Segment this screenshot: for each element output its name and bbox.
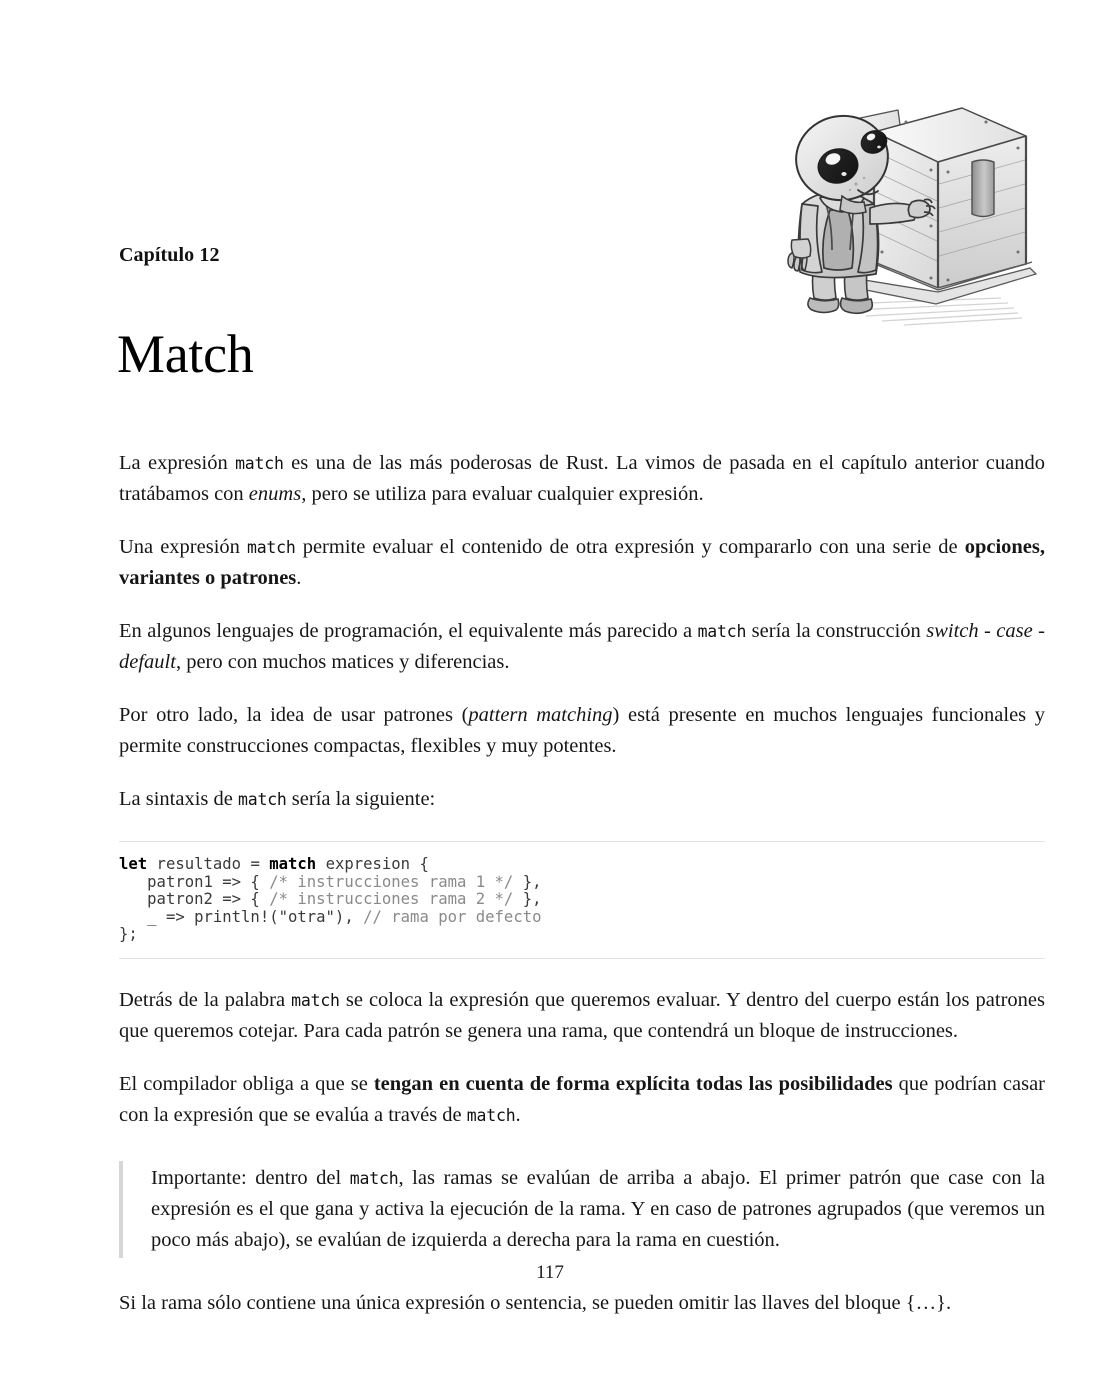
italic-pattern-matching: pattern matching <box>468 704 613 726</box>
inline-code-match: match <box>349 1168 399 1188</box>
code-token-id: }; <box>119 925 138 943</box>
code-token-kw: let <box>119 855 148 873</box>
crate-slot <box>972 160 994 217</box>
code-block <box>119 841 1045 959</box>
text-run: Detrás de la palabra <box>119 988 292 1011</box>
inline-braces: {…} <box>905 1291 946 1314</box>
code-token-cmt: /* instrucciones rama 1 */ <box>269 872 514 891</box>
code-token-id: patron1 => { <box>119 872 270 891</box>
paragraph-4 <box>119 700 1045 762</box>
text-run: Importante: dentro del <box>151 1166 350 1189</box>
text-run: , las ramas se evalúan de arriba a abajo. El primer patrón que case con la expresión es el que gana y activa la ejecución de la rama. Y en caso de patrones agrupados (que veremos un poco más abajo), se evalúan de izquierda a derecha para la rama en cuestión. <box>151 1166 1045 1251</box>
inline-code-match: match <box>466 1105 516 1125</box>
code-token-id: expresion { <box>316 855 429 873</box>
text-run: . <box>296 567 302 589</box>
document-body <box>119 448 1045 1319</box>
text-run: Si la rama sólo contiene una única expresión o sentencia, se pueden omitir las llaves del bloque <box>119 1291 906 1314</box>
code-token-id: }, <box>513 890 542 908</box>
text-run: Una expresión <box>119 536 247 558</box>
paragraph-3 <box>119 616 1045 678</box>
code-token-id: }, <box>513 872 542 891</box>
callout-blockquote <box>119 1161 1045 1258</box>
inline-code-match: match <box>697 622 747 641</box>
inline-code-match: match <box>238 790 287 809</box>
text-run: permite evaluar el contenido de otra expresión y compararlo con una serie de <box>295 536 965 558</box>
code-token-id: patron2 => { <box>119 890 270 908</box>
text-run: sería la siguiente: <box>286 788 436 810</box>
paragraph-6 <box>119 985 1045 1047</box>
alien-with-wooden-crate-illustration <box>786 92 1038 332</box>
text-run: se coloca la expresión que queremos evaluar. Y dentro del cuerpo están los patrones que queremos cotejar. Para cada patrón se genera una rama, que contendrá un bloque de instrucciones. <box>119 988 1045 1042</box>
code-token-cmt: /* instrucciones rama 2 */ <box>269 890 514 908</box>
code-block-content <box>119 856 1045 944</box>
text-run: que podrían casar con la expresión que se evalúa a través de <box>119 1072 1046 1126</box>
italic-switch-case-default: switch - case - default <box>119 620 1045 673</box>
page-title: Match <box>117 324 254 385</box>
bold-opciones-variantes-patrones: opciones, variantes o patrones <box>119 536 1045 589</box>
chapter-label: Capítulo 12 <box>119 244 220 266</box>
text-run: En algunos lenguajes de programación, el equivalente más parecido a <box>119 620 698 642</box>
text-run: La sintaxis de <box>119 788 238 810</box>
blockquote-text <box>151 1163 1045 1256</box>
text-run: , pero se utiliza para evaluar cualquier expresión. <box>301 483 704 505</box>
paragraph-1 <box>119 448 1045 510</box>
text-run: , pero con muchos matices y diferencias. <box>175 651 510 673</box>
italic-enums: enums <box>248 483 302 505</box>
text-run: La expresión <box>119 452 236 474</box>
text-run: Por otro lado, la idea de usar patrones ( <box>119 704 469 726</box>
inline-code-match: match <box>246 538 296 557</box>
text-run: El compilador obliga a que se <box>119 1072 374 1095</box>
text-run: sería la construcción <box>746 620 927 642</box>
bold-tengan-en-cuenta: tengan en cuenta de forma explícita todas las posibilidades <box>373 1072 893 1095</box>
code-token-id: resultado = <box>147 855 270 873</box>
page-number: 117 <box>536 1262 564 1283</box>
paragraph-8 <box>119 1288 1045 1319</box>
code-token-kw: match <box>269 855 317 873</box>
text-run: es una de las más poderosas de Rust. La vimos de pasada en el capítulo anterior cuando tratábamos con <box>119 452 1045 505</box>
paragraph-7 <box>119 1069 1045 1131</box>
crate-main <box>874 108 1026 288</box>
code-token-cmt: // rama por defecto <box>363 907 542 926</box>
paragraph-2 <box>119 532 1045 594</box>
text-run: . <box>945 1291 952 1314</box>
text-run: . <box>515 1103 521 1126</box>
inline-code-match: match <box>235 454 284 473</box>
code-token-id: _ => println!("otra"), <box>119 907 364 926</box>
text-run: ) está presente en muchos lenguajes funcionales y permite construcciones compactas, flexibles y muy potentes. <box>119 704 1046 757</box>
paragraph-5 <box>119 784 1045 815</box>
inline-code-match: match <box>291 990 340 1010</box>
